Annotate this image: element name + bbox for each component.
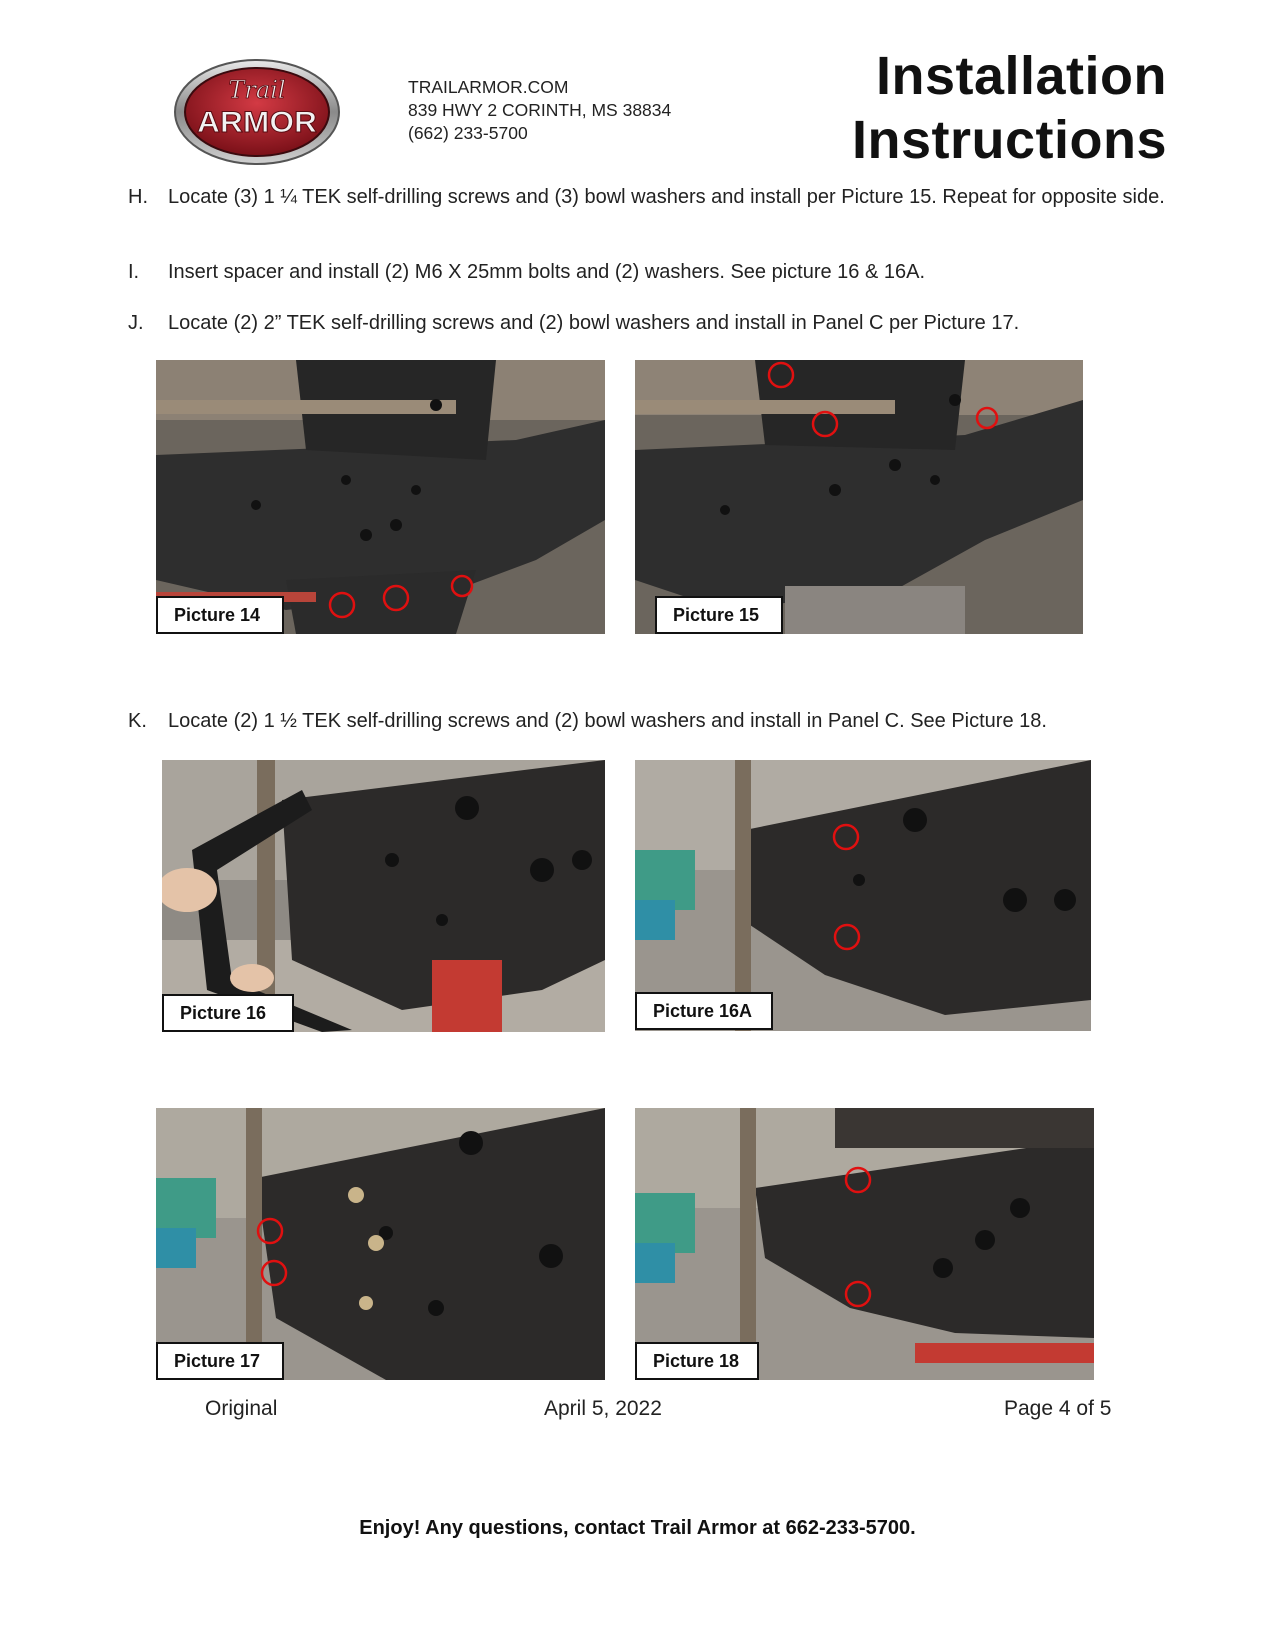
picture-14-caption: Picture 14 (156, 596, 284, 634)
step-text: Locate (3) 1 ¼ TEK self-drilling screws and (3) bowl washers and install per Picture 15. Repeat for opposite side. (168, 186, 1165, 208)
footer-date: April 5, 2022 (544, 1397, 662, 1420)
photo-picture-17 (156, 1108, 605, 1380)
logo-text-bottom: ARMOR (197, 106, 318, 139)
step-text: Insert spacer and install (2) M6 X 25mm bolts and (2) washers. See picture 16 & 16A. (168, 261, 926, 283)
picture-15-caption: Picture 15 (655, 596, 783, 634)
step-text: Locate (2) 1 ½ TEK self-drilling screws and (2) bowl washers and install in Panel C. See Picture 18. (168, 710, 1047, 732)
step-letter: I. (128, 261, 140, 283)
step-letter: H. (128, 186, 148, 208)
picture-16a-caption: Picture 16A (635, 992, 773, 1030)
company-address-block (408, 76, 671, 145)
picture-17-caption: Picture 17 (156, 1342, 284, 1380)
step-letter: K. (128, 710, 147, 732)
street-address: 839 HWY 2 CORINTH, MS 38834 (408, 100, 672, 120)
photo-picture-14 (156, 360, 605, 634)
footer-page-number: Page 4 of 5 (1004, 1397, 1112, 1420)
step-text: Locate (2) 2” TEK self-drilling screws and (2) bowl washers and install in Panel C per Picture 17. (168, 312, 1020, 334)
page-title: Installation Instructions (851, 46, 1167, 170)
picture-16-caption: Picture 16 (162, 994, 294, 1032)
photo-picture-18 (635, 1108, 1094, 1380)
photo-picture-16a (635, 760, 1091, 1031)
footer-version: Original (205, 1397, 278, 1420)
picture-18-caption: Picture 18 (635, 1342, 759, 1380)
website-text: TRAILARMOR.COM (408, 77, 569, 97)
photo-picture-16 (162, 760, 605, 1032)
step-letter: J. (128, 312, 144, 334)
footer-contact-line: Enjoy! Any questions, contact Trail Armor at 662-233-5700. (359, 1517, 916, 1539)
photo-picture-15 (635, 360, 1083, 634)
phone-number: (662) 233-5700 (408, 123, 528, 143)
trail-armor-logo (172, 56, 342, 168)
logo-text-top: Trail (228, 76, 286, 104)
